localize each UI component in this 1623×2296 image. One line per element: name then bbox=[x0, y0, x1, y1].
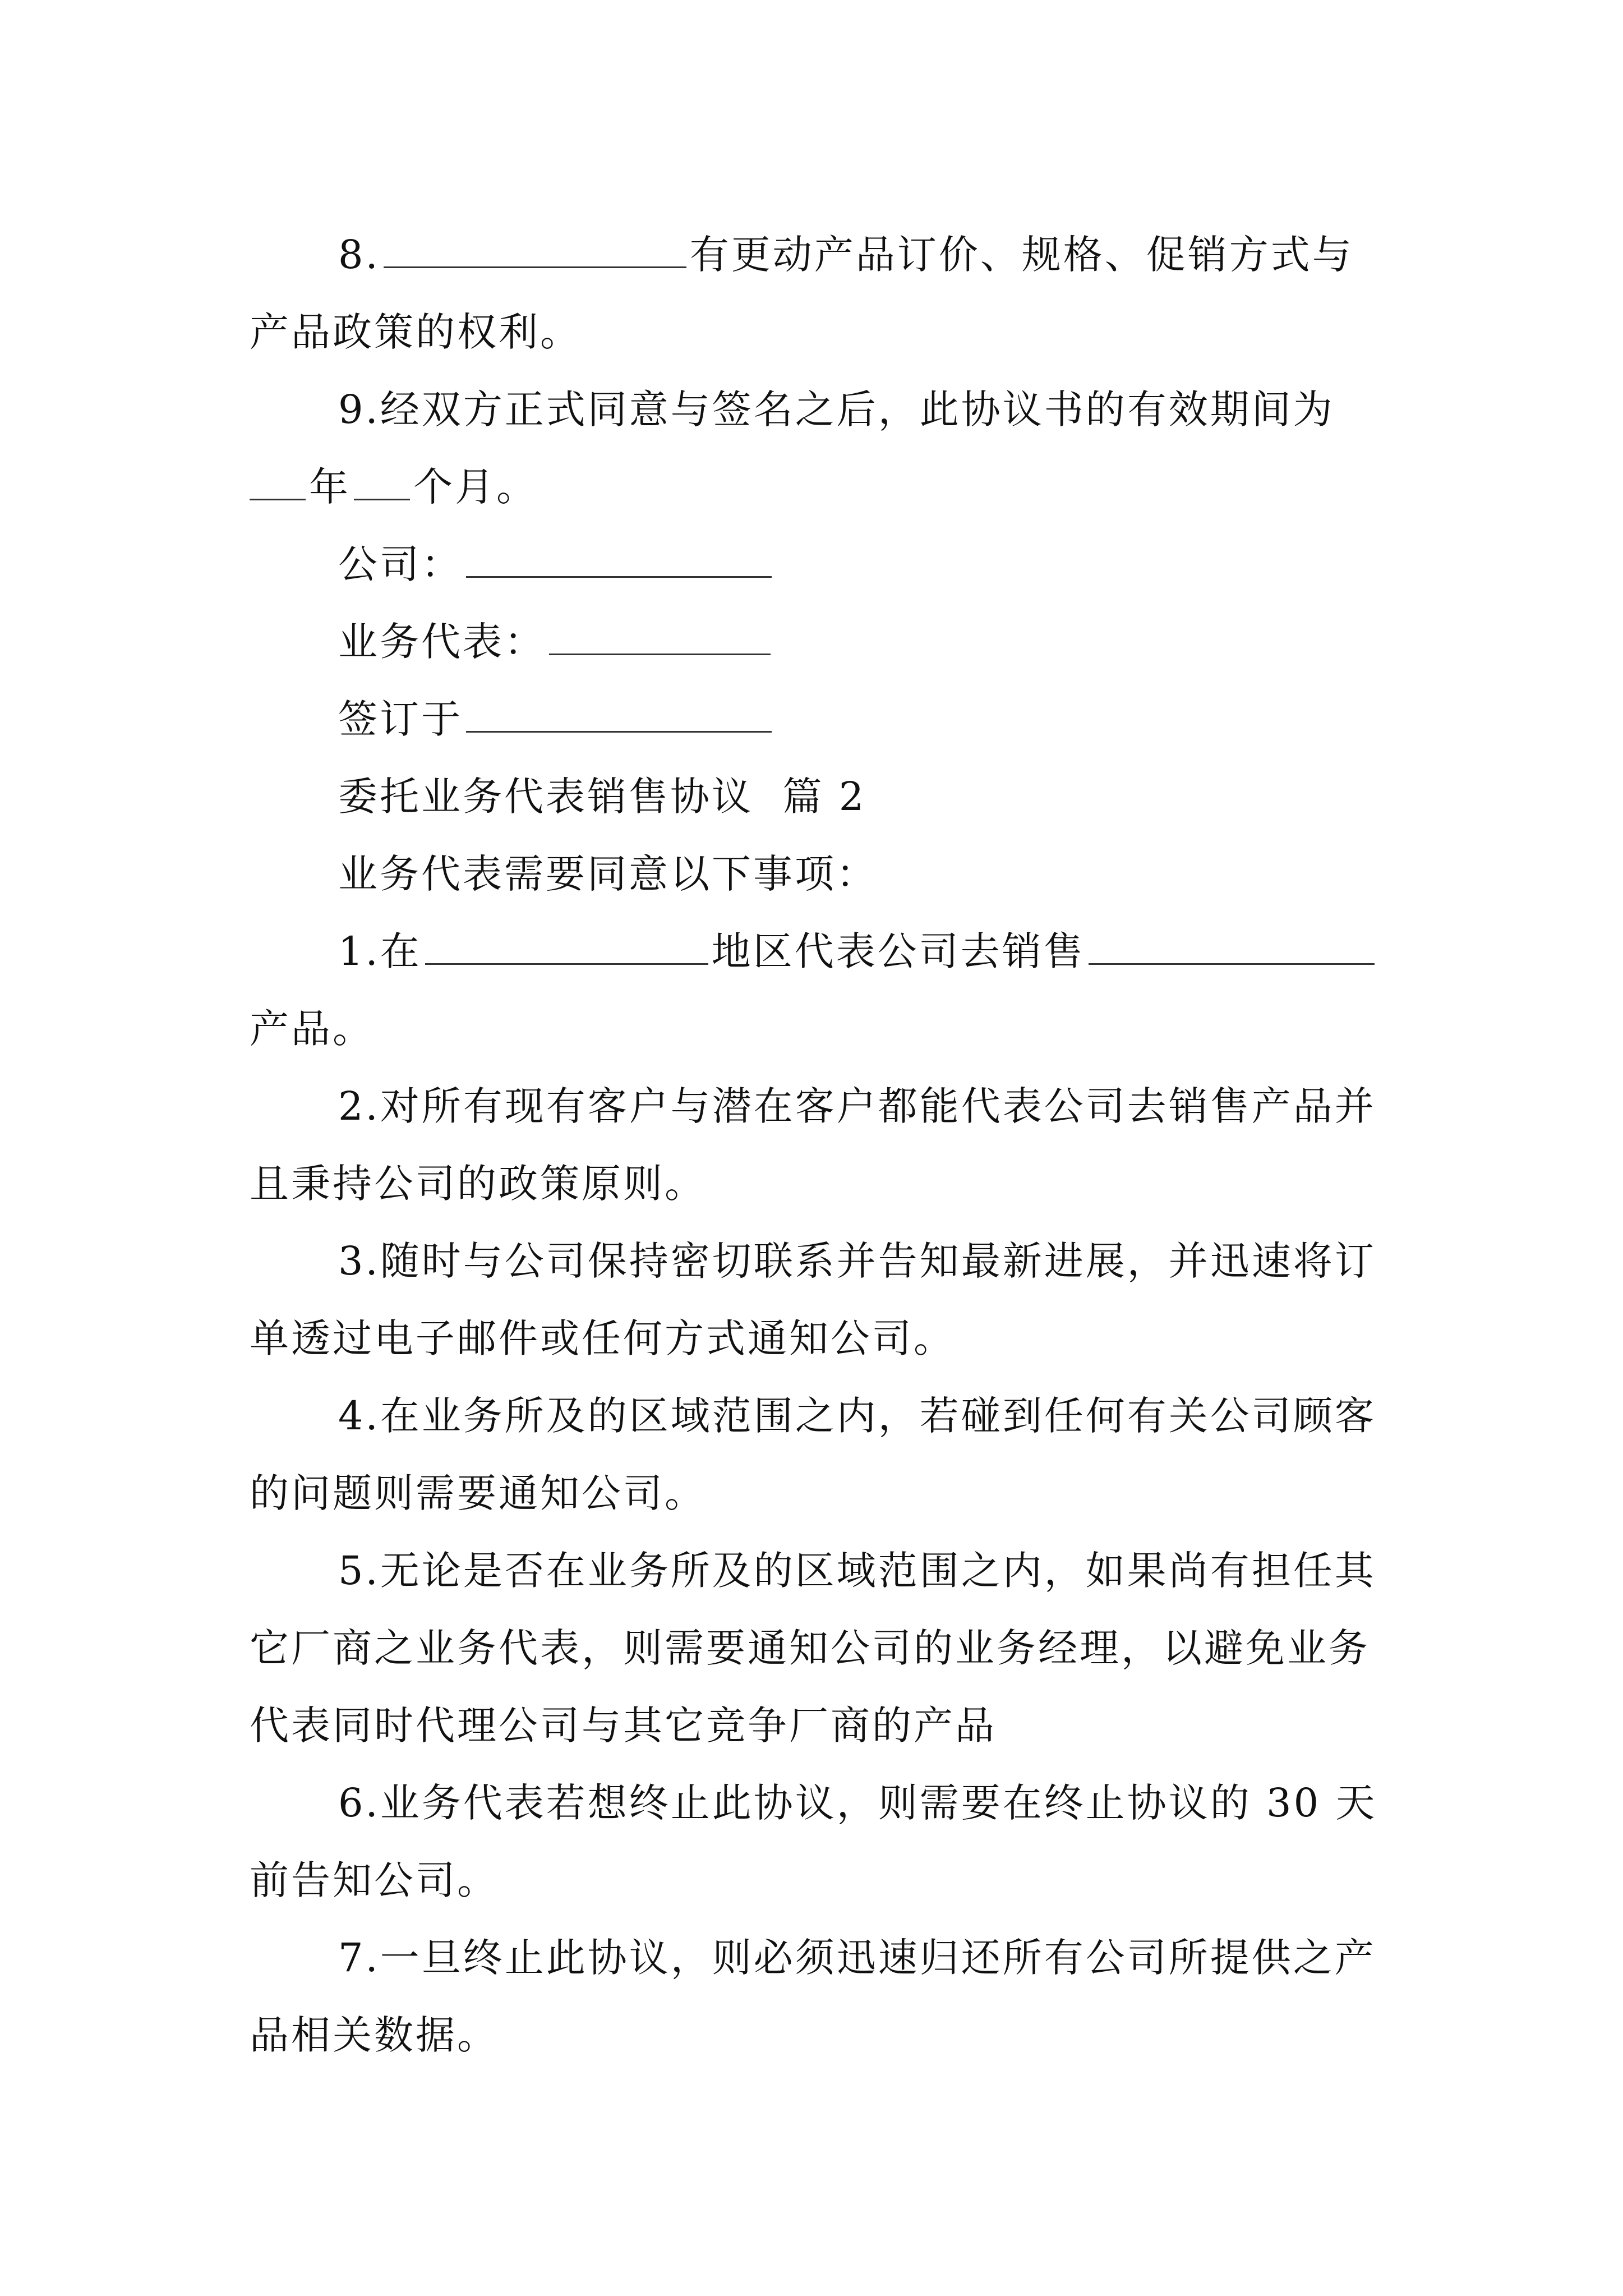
blank-field-product[interactable] bbox=[1089, 928, 1375, 965]
blank-field-signed-at[interactable] bbox=[466, 696, 772, 733]
item-5: 5.无论是否在业务所及的区域范围之内，如果尚有担任其它厂商之业务代表，则需要通知公司的业务经理，以避免业务代表同时代理公司与其它竞争厂商的产品 bbox=[250, 1548, 1376, 1749]
rep-label: 业务代表： bbox=[338, 619, 546, 665]
document-body bbox=[250, 216, 1388, 2074]
year-label: 年 bbox=[309, 464, 351, 510]
item-6: 6.业务代表若想终止此协议，则需要在终止协议的 30 天前告知公司。 bbox=[250, 1780, 1377, 1903]
item-7: 7.一旦终止此协议，则必须迅速归还所有公司所提供之产品相关数据。 bbox=[250, 1935, 1376, 2058]
blank-field-region[interactable] bbox=[425, 928, 708, 965]
item-1-middle: 地区代表公司去销售 bbox=[711, 928, 1085, 974]
item-3: 3.随时与公司保持密切联系并告知最新进展，并迅速将订单透过电子邮件或任何方式通知公司。 bbox=[250, 1238, 1376, 1361]
intro-line: 业务代表需要同意以下事项： bbox=[338, 851, 878, 897]
blank-field-years[interactable] bbox=[250, 464, 306, 500]
item-1 bbox=[250, 913, 1388, 1068]
company-signature-line bbox=[250, 526, 1388, 603]
rep-signature-line bbox=[250, 603, 1388, 680]
blank-field[interactable] bbox=[384, 232, 686, 268]
blank-field-rep[interactable] bbox=[549, 619, 771, 655]
month-label: 个月。 bbox=[413, 464, 538, 510]
clause-9 bbox=[250, 371, 1388, 526]
item-1-suffix: 产品。 bbox=[250, 1006, 374, 1052]
item-4: 4.在业务所及的区域范围之内，若碰到任何有关公司顾客的问题则需要通知公司。 bbox=[250, 1393, 1376, 1516]
signed-at-line bbox=[250, 680, 1388, 758]
clause-8-number: 8. bbox=[338, 232, 380, 278]
item-2: 2.对所有现有客户与潜在客户都能代表公司去销售产品并且秉持公司的政策原则。 bbox=[250, 1083, 1376, 1207]
clause-8-text: 有更动产品订价、规格、促销方式与产品政策的权利。 bbox=[250, 232, 1354, 355]
signed-at-label: 签订于 bbox=[338, 696, 463, 742]
clause-8 bbox=[250, 216, 1388, 371]
blank-field-months[interactable] bbox=[354, 464, 410, 500]
clause-9-text: 9.经双方正式同意与签名之后，此协议书的有效期间为 bbox=[338, 386, 1335, 432]
item-1-prefix: 1.在 bbox=[338, 928, 422, 974]
section-title: 委托业务代表销售协议 篇 2 bbox=[338, 774, 866, 820]
blank-field-company[interactable] bbox=[466, 541, 772, 578]
company-label: 公司： bbox=[338, 541, 463, 587]
